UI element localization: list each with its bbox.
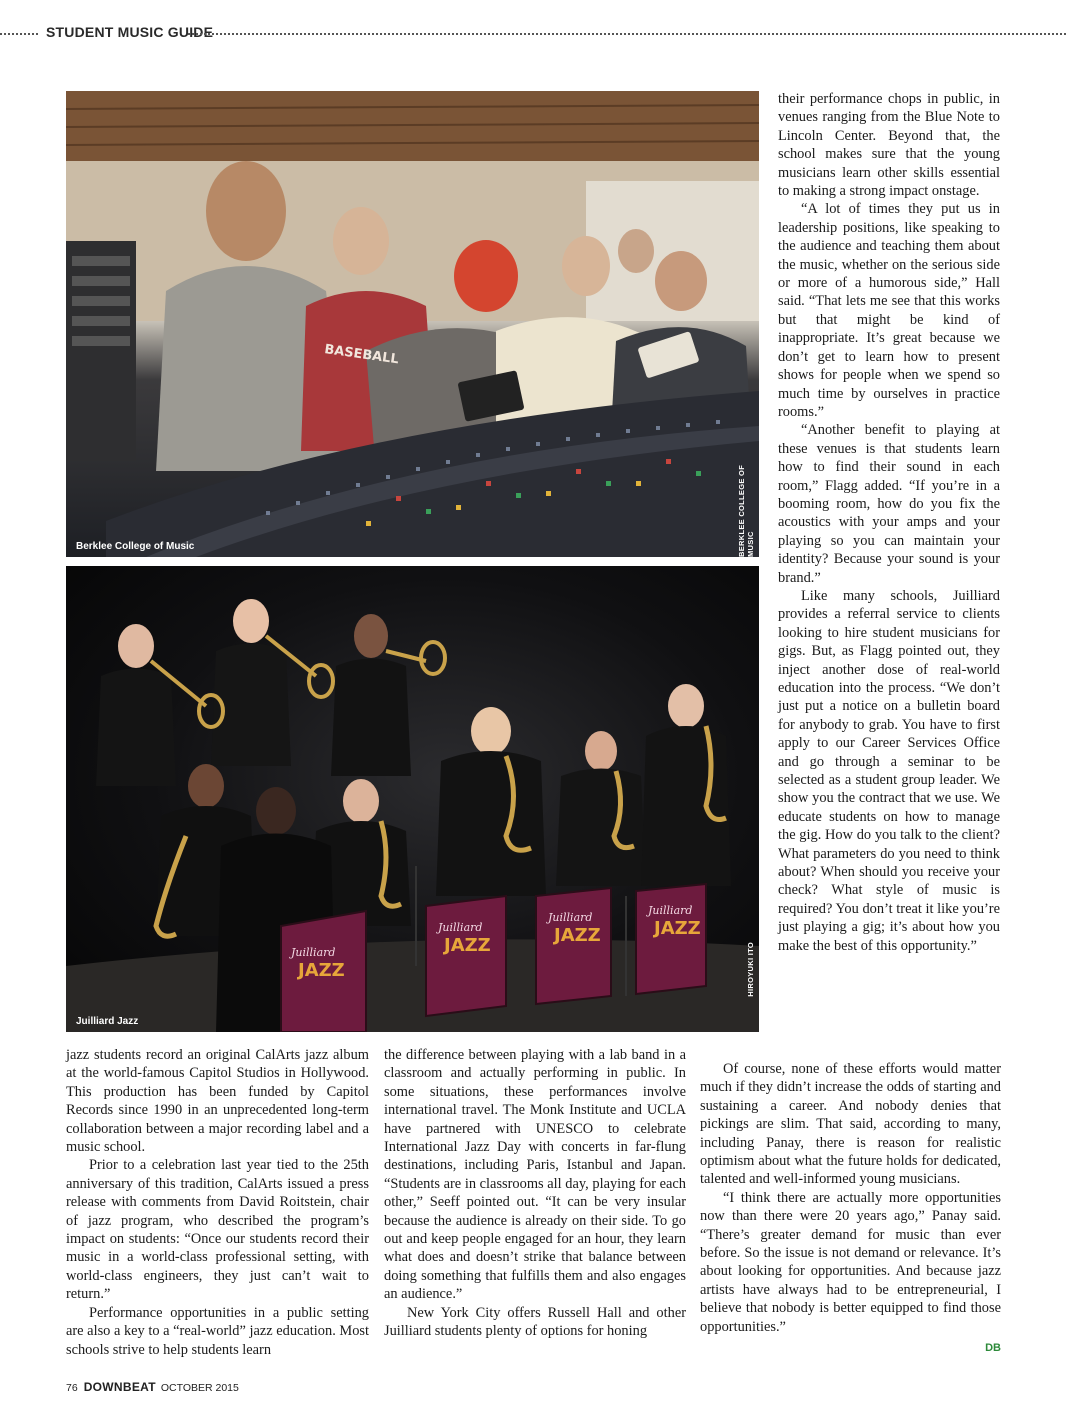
paragraph: jazz students record an original CalArts jazz album at the world-famous Capitol Studios in Hollywood. This production has been funded by Capitol Records since 1990 in an unprecedented long-term collaboration between a major recording label and a music school.: [66, 1047, 369, 1156]
section-title: STUDENT MUSIC GUIDE: [46, 24, 214, 40]
paragraph: Like many schools, Juilliard provides a referral service to clients looking to hire student musicians for gigs. But, as Flagg pointed out, they inject another dose of real-world education into the process. “We don’t just put a notice on a bulletin board for anybody to grab. You have to first apply to our Career Services Office and go through a seminar to be selected as a student group leader. We show you the contract that we use. We educate students on how to manage the gig. How do you talk to the client? What parameters do you need to think about? When should you receive your check? What style of music is required? You don’t treat it like you’re just playing a gig; it’s about how you make the best of this opportunity.”: [778, 587, 1000, 954]
concert-scene: [66, 566, 759, 1032]
paragraph: “A lot of times they put us in leadership positions, like speaking to the audience and teaching them about the music, whether on the serious side or more of a humorous side,” Hall said. “That lets me see that this works but that might be kind of inappropriate. It’s great because we don’t get to learn how to present shows for people when we spend so much time by ourselves in practice rooms.”: [778, 201, 1000, 420]
article-column-middle: [384, 1046, 686, 1341]
page-footer: [66, 1380, 239, 1394]
header-dotted-rule-left: [0, 33, 38, 35]
shirt-text: BASEBALL: [323, 342, 400, 368]
header-dotted-rule-right: [188, 33, 1066, 35]
paragraph: Performance opportunities in a public setting are also a key to a “real-world” jazz education. Most schools strive to help students learn: [66, 1304, 369, 1358]
paragraph: New York City offers Russell Hall and other Juilliard students plenty of options for honing: [384, 1304, 686, 1340]
paragraph: “I think there are actually more opportunities now than there were 20 years ago,” Panay said. “There’s greater demand for music than ever before. So the issue is not demand or relevance. It’s about looking for opportunities. And because jazz artists have always had to be entrepreneurial, I believe that nobody is better equipped to find those opportunities.”: [700, 1189, 1001, 1335]
article-column-right-upper: [778, 90, 1000, 955]
studio-scene: [66, 91, 759, 557]
paragraph: “Another benefit to playing at these venues is that students learn how to find their sound in each room,” Flagg added. “If you’re in a booming room, how do you fix the acoustics with your amps and your playing so you can maintain your identity? Because your sound is your brand.”: [778, 422, 1000, 586]
running-header: [0, 22, 1066, 46]
juilliard-jazz-photo: [66, 566, 759, 1032]
paragraph: the difference between playing with a lab band in a classroom and actually performing in public. In some situations, these performances involve international travel. The Monk Institute and UCLA have partnered with UNESCO to celebrate International Jazz Day with concerts in far-flung destinations, including Paris, Istanbul and Japan. “Students are in classrooms all day, playing for each other,” Seeff pointed out. “It can be very insular because the audience is already on their side. To go out and keep people engaged for an hour, they learn what does and doesn’t strike that balance between doing something that fulfills them and also engages an audience.”: [384, 1047, 686, 1303]
stand-jazz-4: JAZZ: [654, 918, 701, 939]
photo-caption-top: Berklee College of Music: [76, 541, 195, 552]
page-number: 76: [66, 1382, 78, 1394]
stand-wordmark-3: Juilliard: [548, 911, 593, 924]
magazine-name: DOWNBEAT: [83, 1380, 156, 1394]
stand-jazz-3: JAZZ: [554, 925, 601, 946]
issue-date: OCTOBER 2015: [160, 1382, 239, 1394]
photo-credit-top: BERKLEE COLLEGE OF MUSIC: [737, 464, 755, 557]
photo-credit-bottom: HIROYUKI ITO: [746, 942, 755, 997]
stand-wordmark-2: Juilliard: [438, 921, 483, 934]
paragraph: Of course, none of these efforts would matter much if they didn’t increase the odds of starting and sustaining a career. And nobody denies that pickings are slim. That said, according to many, including Panay, there is reason for realistic optimism about what the future holds for dedicated, talented and well-informed young musicians.: [700, 1061, 1001, 1188]
end-mark-signoff: DB: [985, 1342, 1001, 1355]
photo-caption-bottom: Juilliard Jazz: [76, 1016, 139, 1027]
berklee-studio-photo: [66, 91, 759, 557]
stand-jazz-1: JAZZ: [298, 960, 345, 981]
stand-wordmark-4: Juilliard: [648, 904, 693, 917]
paragraph: their performance chops in public, in venues ranging from the Blue Note to Lincoln Center. Beyond that, the school makes sure that the young musicians learn other skills essential to making a strong impact onstage.: [778, 91, 1000, 200]
article-column-left: [66, 1046, 369, 1359]
article-column-right-lower: [700, 1060, 1001, 1358]
stand-jazz-2: JAZZ: [444, 935, 491, 956]
paragraph: Prior to a celebration last year tied to the 25th anniversary of this tradition, CalArts issued a press release with comments from David Roitstein, chair of jazz program, who described the program’s impact on students: “Once our students record their music in a world-class professional setting, with world-class engineers, they just can’t wait to return.”: [66, 1157, 369, 1303]
stand-wordmark-1: Juilliard: [291, 946, 336, 959]
